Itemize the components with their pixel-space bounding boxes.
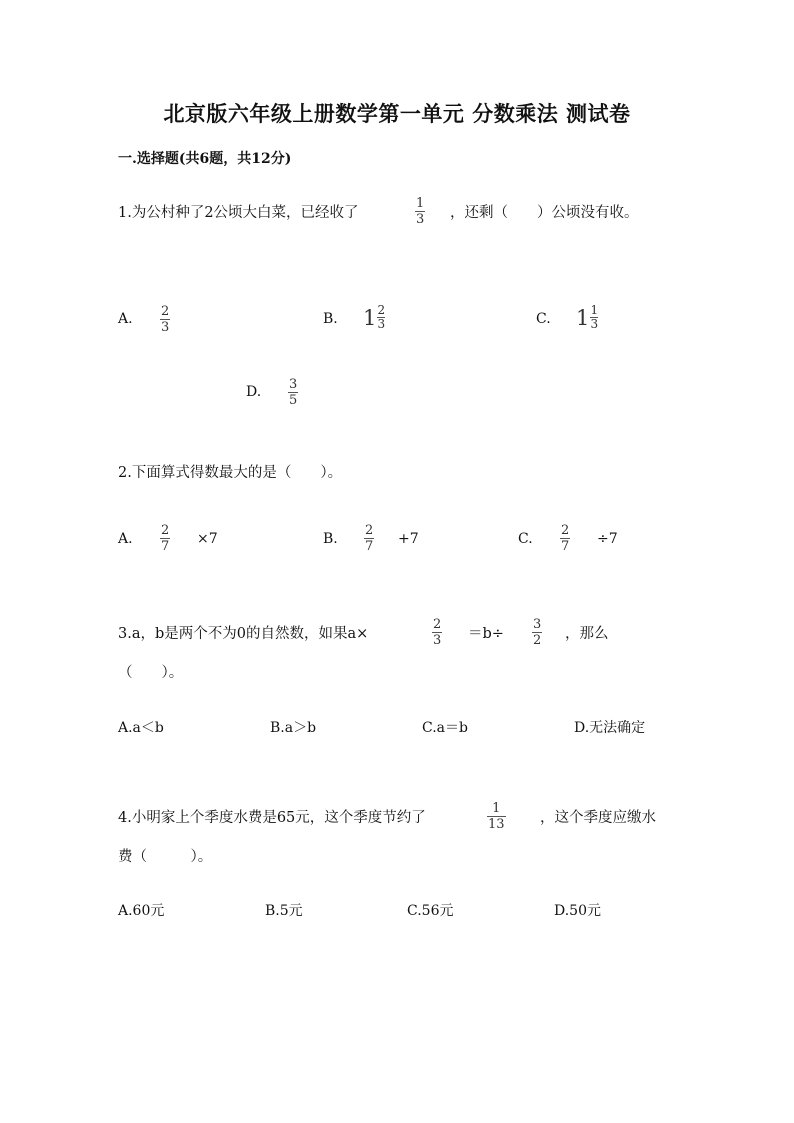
q4-text-after: ，这个季度应缴水: [540, 810, 656, 826]
numerator: 3: [533, 617, 542, 632]
denominator: 5: [289, 393, 298, 408]
whole-part: 1: [363, 305, 377, 330]
section-heading: 一.选择题(共6题，共12分): [118, 151, 292, 167]
q4-option-b[interactable]: B.5元: [265, 903, 303, 919]
q2-text: 2.下面算式得数最大的是（ ）。: [118, 465, 343, 481]
denominator: 7: [161, 539, 170, 554]
page-title: 北京版六年级上册数学第一单元 分数乘法 测试卷: [163, 101, 631, 126]
q2-option-a-label: A.: [118, 531, 133, 547]
q2-option-b-operation: +7: [398, 531, 419, 547]
q3-text-line2: （ ）。: [118, 665, 184, 681]
q2-option-b-fraction: [364, 523, 374, 554]
q4-option-d[interactable]: D.50元: [554, 903, 601, 919]
q1-option-a-label: A.: [118, 311, 133, 327]
q1-fraction-denominator: 3: [416, 212, 425, 227]
denominator: 7: [561, 539, 570, 554]
q4-text-before: 4.小明家上个季度水费是65元，这个季度节约了: [118, 810, 426, 826]
q2-option-c-label: C.: [518, 531, 533, 547]
q1-fraction-numerator: 1: [416, 196, 425, 211]
q1-option-d-fraction: [288, 377, 298, 408]
q1-option-c-label: C.: [536, 311, 551, 327]
q1-text-before: 1.为公村种了2公顷大白菜，已经收了: [118, 205, 359, 221]
q3-fraction-1: [432, 617, 442, 648]
numerator: 2: [433, 617, 442, 632]
q1-option-d-label: D.: [246, 384, 262, 400]
denominator: 3: [433, 633, 442, 648]
numerator: 1: [590, 303, 599, 317]
q3-fraction-2: [532, 617, 542, 648]
q2-option-c-fraction: [560, 523, 570, 554]
q3-option-a[interactable]: A.a＜b: [118, 720, 164, 736]
denominator: 13: [488, 817, 505, 832]
q3-text-after: ，那么: [565, 626, 609, 642]
q1-text-after: ，还剩（ ）公顷没有收。: [450, 205, 639, 221]
q4-option-a[interactable]: A.60元: [118, 903, 165, 919]
q3-option-d[interactable]: D.无法确定: [574, 720, 646, 736]
numerator: 3: [289, 377, 298, 392]
q3-option-c[interactable]: C.a＝b: [422, 720, 468, 736]
numerator: 2: [161, 304, 170, 319]
denominator: 3: [161, 320, 170, 335]
denominator: 2: [533, 633, 542, 648]
q4-fraction: [487, 801, 506, 832]
numerator: 2: [377, 303, 386, 317]
numerator: 2: [561, 523, 570, 538]
denominator: 3: [377, 317, 386, 331]
q4-text-line2: 费（ ）。: [118, 849, 213, 865]
q3-text-before: 3.a，b是两个不为0的自然数，如果a×: [118, 626, 369, 642]
q1-option-a-fraction: [160, 304, 170, 335]
q2-option-a-operation: ×7: [197, 531, 218, 547]
q1-option-c-mixed-number: [576, 304, 598, 331]
q1-option-b-label: B.: [323, 311, 338, 327]
q4-option-c[interactable]: C.56元: [407, 903, 454, 919]
q2-option-a-fraction: [160, 523, 170, 554]
q2-option-c-operation: ÷7: [597, 531, 618, 547]
denominator: 3: [590, 317, 599, 331]
q1-option-b-mixed-number: [363, 304, 385, 331]
q2-option-b-label: B.: [323, 531, 338, 547]
numerator: 2: [365, 523, 374, 538]
denominator: 7: [365, 539, 374, 554]
whole-part: 1: [576, 305, 590, 330]
q1-fraction: [415, 196, 425, 227]
numerator: 2: [161, 523, 170, 538]
numerator: 1: [492, 801, 501, 816]
q3-text-mid: ＝b÷: [468, 626, 504, 642]
q3-option-b[interactable]: B.a＞b: [270, 720, 317, 736]
